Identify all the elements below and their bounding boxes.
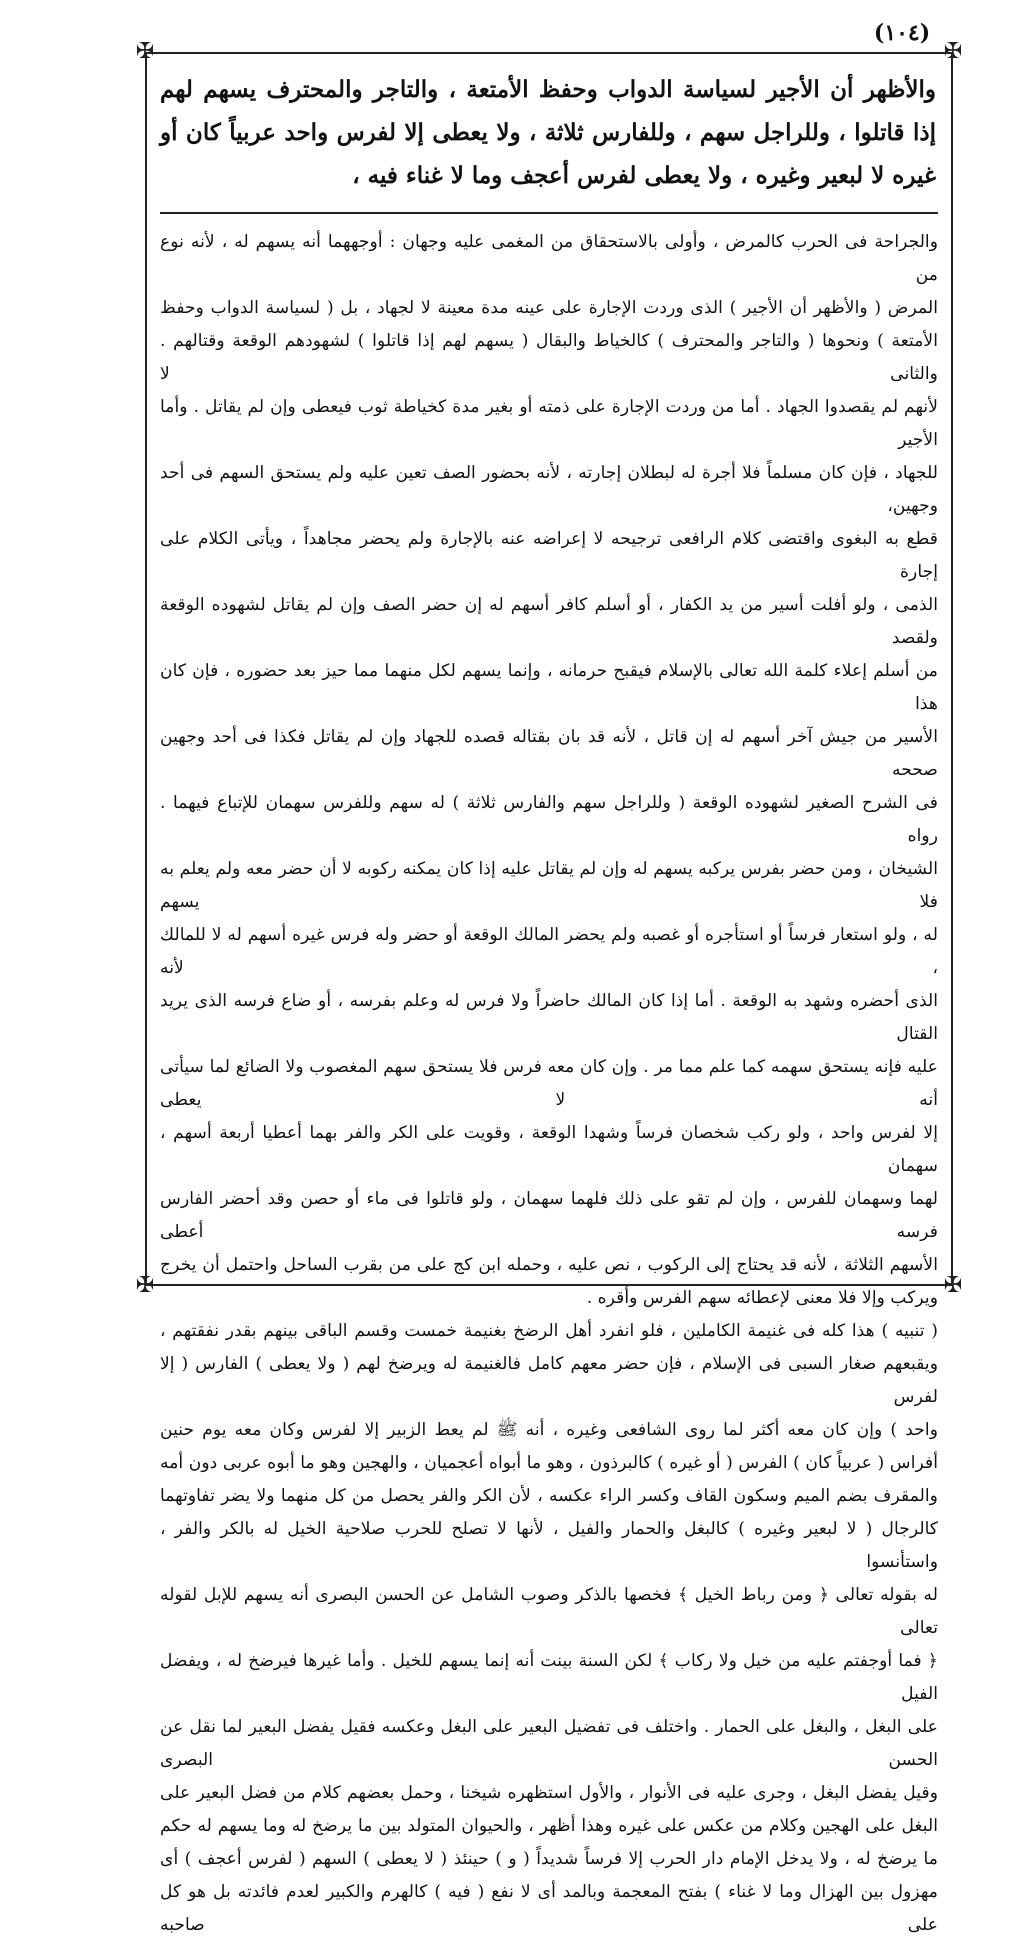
commentary-line: إلا لفرس واحد ، ولو ركب شخصان فرساً وشهدا الوقعة ، وقويت على الكر والفر بهما أعطيا أربعة أسهم ، سهمان — [160, 1123, 939, 1176]
commentary-line: فى الشرح الصغير لشهوده الوقعة ( وللراجل سهم والفارس ثلاثة ) له سهم وللفرس سهمان للإتباع فيهما . رواه — [160, 793, 938, 846]
floral-corner-ornament-icon: ✠ — [135, 1273, 155, 1298]
commentary-line: الأسهم الثلاثة ، لأنه قد يحتاج إلى الركوب ، نص عليه ، وحمله ابن كج على من بقرب الساحل واحتمل أن يخرج — [160, 1255, 938, 1275]
commentary-line: قطع به البغوى واقتضى كلام الرافعى ترجيحه لا إعراضه عنه بالإجارة ولم يحضر مجاهداً ، ويأتى الكلام على إجارة — [160, 529, 938, 582]
commentary-line: أفراس ( عربياً كان ) الفرس ( أو غيره ) كالبرذون ، وهو ما أبواه أعجميان ، والهجين وهو ما أبوه عربى دون أمه — [160, 1453, 938, 1473]
commentary-text — [160, 226, 939, 1935]
commentary-line: الذى أحضره وشهد به الوقعة . أما إذا كان المالك حاضراً ولا فرس له وعلم بفرسه ، أو ضاع فرسه الذى يريد القتال — [160, 991, 938, 1044]
commentary-line: للجهاد ، فإن كان مسلماً فلا أجرة له لبطلان إجارته ، لأنه بحضور الصف تعين عليه ولم يستحق السهم فى أحد وجهين، — [160, 463, 938, 516]
commentary-line: ما يرضخ له ، ولا يدخل الإمام دار الحرب إلا فرساً شديداً ( و ) حينئذ ( لا يعطى ) السهم ( لفرس أعجف ) أى — [160, 1849, 938, 1869]
commentary-line: البغل على الهجين وكلام من عكس على غيره وهذا أظهر ، والحيوان المتولد بين ما يرضخ له وما يسهم له حكم — [160, 1816, 938, 1836]
commentary-line: لأنهم لم يقصدوا الجهاد . أما من وردت الإجارة على ذمته أو بغير مدة كخياطة ثوب فيعطى وإن لم يقاتل . وأما الأجير — [160, 397, 938, 450]
commentary-line: من أسلم إعلاء كلمة الله تعالى بالإسلام فيقبح حرمانه ، وإنما يسهم لكل منهما مما حيز بعد حضوره ، فإن كان هذا — [160, 661, 938, 714]
commentary-line: مهزول بين الهزال وما لا غناء ) بفتح المعجمة وبالمد أى لا نفع ( فيه ) كالهرم والكبير لعدم فائدته بل هو كل على صاحبه — [160, 1882, 938, 1935]
commentary-line: الذمى ، ولو أفلت أسير من يد الكفار ، أو أسلم كافر أسهم له إن حضر الصف وإن لم يقاتل لشهوده الوقعة ولقصد — [160, 595, 938, 648]
section-divider — [160, 212, 938, 214]
commentary-line: ويقبعهم صغار السبى فى الإسلام ، فإن حضر معهم كامل فالغنيمة له ويرضخ لهم ( ولا يعطى ) الفارس ( إلا لفرس — [160, 1354, 938, 1407]
commentary-line: عليه فإنه يستحق سهمه كما علم مما مر . وإن كان معه فرس فلا يستحق سهم المغصوب ولا الضائع لما سيأتى أنه لا يعطى — [160, 1057, 938, 1110]
commentary-line: والمقرف بضم الميم وسكون القاف وكسر الراء عكسه ، لأن الكر والفر يحصل من كل منهما ولا يضر تفاوتهما — [160, 1486, 938, 1506]
commentary-line: له ، ولو استعار فرساً أو استأجره أو غصبه ولم يحضر المالك الوقعة أو حضر وله فرس غيره أسهم له لا للمالك ، لأنه — [160, 925, 938, 978]
main-matn-text: والأظهر أن الأجير لسياسة الدواب وحفظ الأمتعة ، والتاجر والمحترف يسهم لهم إذا قاتلوا ، وللراجل سهم ، وللفارس ثلاثة ، ولا يعطى إلا لفرس واحد عربياً كان أو غيره لا لبعير وغيره ، ولا يعطى لفرس أعجف وما لا غناء فيه ، — [160, 76, 936, 189]
commentary-line: والجراحة فى الحرب كالمرض ، وأولى بالاستحقاق من المغمى عليه وجهان : أوجههما أنه يسهم له ، لأنه نوع من — [160, 232, 938, 285]
commentary-line: وقيل يفضل البغل ، وجرى عليه فى الأنوار ، والأول استظهره شيخنا ، وحمل بعضهم كلام من فضل البعير على — [160, 1783, 938, 1803]
commentary-line: واحد ) وإن كان معه أكثر لما روى الشافعى وغيره ، أنه ﷺ لم يعط الزبير إلا لفرس وكان معه يوم حنين — [160, 1420, 938, 1440]
commentary-line: لهما وسهمان للفرس ، وإن لم تقو على ذلك فلهما سهمان ، ولو قاتلوا فى ماء أو حصن وقد أحضر الفارس فرسه أعطى — [160, 1189, 938, 1242]
page-number: (١٠٤) — [873, 20, 931, 46]
commentary-line: له بقوله تعالى ﴿ ومن رباط الخيل ﴾ فخصها بالذكر وصوب الشامل عن الحسن البصرى أنه يسهم للإبل لقوله تعالى — [160, 1585, 938, 1638]
commentary-line: ﴿ فما أوجفتم عليه من خيل ولا ركاب ﴾ لكن السنة بينت أنه إنما يسهم للخيل . وأما غيرها فيرضخ له ، ويفضل الفيل — [160, 1651, 938, 1704]
floral-corner-ornament-icon: ✠ — [943, 1273, 963, 1298]
commentary-line: الأمتعة ) ونحوها ( والتاجر والمحترف ) كالخياط والبقال ( يسهم لهم إذا قاتلوا ) لشهودهم الوقعة وقتالهم . والثانى لا — [160, 331, 938, 384]
commentary-line: الشيخان ، ومن حضر بفرس يركبه يسهم له وإن لم يقاتل عليه إذا كان يمكنه ركوبه لا أن حضر معه ولم يعلم به فلا يسهم — [160, 859, 938, 912]
commentary-line: كالرجال ( لا لبعير وغيره ) كالبغل والحمار والفيل ، لأنها لا تصلح للحرب صلاحية الخيل له بالكر والفر ، واستأنسوا — [160, 1519, 938, 1572]
floral-corner-ornament-icon: ✠ — [943, 39, 963, 64]
commentary-line: الأسير من جيش آخر أسهم له إن قاتل ، لأنه قد بان بقتاله قصده للجهاد وإن لم يقاتل فكذا فى أحد وجهين صححه — [160, 727, 938, 780]
commentary-line: المرض ( والأظهر أن الأجير ) الذى وردت الإجارة على عينه مدة معينة لا لجهاد ، بل ( لسياسة الدواب وحفظ — [160, 298, 938, 318]
commentary-line: على البغل ، والبغل على الحمار . واختلف فى تفضيل البعير على البغل وعكسه فقيل يفضل البعير لما نقل عن الحسن البصرى — [160, 1717, 938, 1770]
floral-corner-ornament-icon: ✠ — [135, 39, 155, 64]
commentary-line: ( تنبيه ) هذا كله فى غنيمة الكاملين ، فلو انفرد أهل الرضخ بغنيمة خمست وقسم الباقى بينهم بقدر نفقتهم ، — [160, 1321, 938, 1341]
commentary-line: ويركب وإلا فلا معنى لإعطائه سهم الفرس وأقره . — [586, 1288, 938, 1308]
